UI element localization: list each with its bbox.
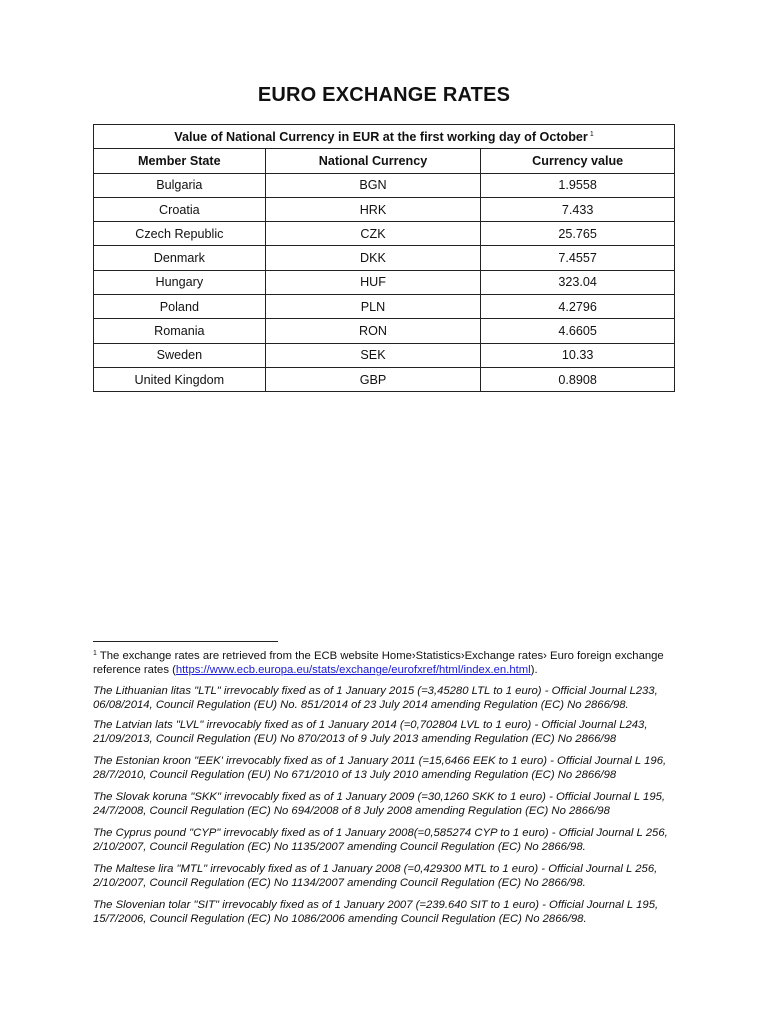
member-state: Sweden [94, 343, 266, 367]
member-state: United Kingdom [94, 367, 266, 391]
currency-value: 0.8908 [481, 367, 675, 391]
table-row [94, 222, 675, 246]
note-slovakia: The Slovak koruna "SKK" irrevocably fixed as of 1 January 2009 (=30,1260 SKK to 1 euro) - Official Journal L 195, 24/7/2008, Council Regulation (EC) No 694/2008 of 8 July 2008 amending Regulation (EC) No 2866/98 [93, 791, 666, 818]
currency-code: CZK [265, 222, 481, 246]
currency-value: 4.6605 [481, 319, 675, 343]
table-row [94, 197, 675, 221]
table-row [94, 319, 675, 343]
note-cyprus: The Cyprus pound "CYP" irrevocably fixed as of 1 January 2008(=0,585274 CYP to 1 euro) - Official Journal L 256, 2/10/2007, Council Regulation (EC) No 1135/2007 amending Council Regulation (EC) No 2866/98. [93, 827, 668, 854]
footnote-text-end: ). [530, 664, 538, 677]
table-row [94, 343, 675, 367]
table-row [94, 173, 675, 197]
exchange-rates-table [93, 124, 675, 392]
table-row [94, 246, 675, 270]
header-member-state: Member State [94, 149, 266, 173]
currency-value: 7.4557 [481, 246, 675, 270]
member-state: Denmark [94, 246, 266, 270]
currency-value: 10.33 [481, 343, 675, 367]
footnote-1 [93, 647, 677, 677]
currency-code: HUF [265, 270, 481, 294]
member-state: Bulgaria [94, 173, 266, 197]
currency-value: 323.04 [481, 270, 675, 294]
currency-code: HRK [265, 197, 481, 221]
currency-value: 7.433 [481, 197, 675, 221]
table-header-row [94, 149, 675, 173]
table-row [94, 295, 675, 319]
currency-value: 4.2796 [481, 295, 675, 319]
header-national-currency: National Currency [265, 149, 481, 173]
footnote-marker: 1 [93, 650, 97, 657]
table-row [94, 270, 675, 294]
note-lithuania: The Lithuanian litas "LTL" irrevocably fixed as of 1 January 2015 (=3,45280 LTL to 1 euro) - Official Journal L233, 06/08/2014, Council Regulation (EU) No. 851/2014 of 23 July 2014 amending Regulation (EC) No 2866/98. [93, 685, 658, 712]
member-state: Hungary [94, 270, 266, 294]
member-state: Romania [94, 319, 266, 343]
currency-value: 1.9558 [481, 173, 675, 197]
note-estonia: The Estonian kroon "EEK' irrevocably fixed as of 1 January 2011 (=15,6466 EEK to 1 euro) - Official Journal L 196, 28/7/2010, Council Regulation (EU) No 671/2010 of 13 July 2010 amending Regulation (EC) No 2866/98 [93, 755, 667, 782]
table-caption-row [94, 125, 675, 149]
footnote-divider [93, 641, 278, 642]
caption-text: Value of National Currency in EUR at the first working day of October [174, 129, 588, 144]
member-state: Poland [94, 295, 266, 319]
currency-code: PLN [265, 295, 481, 319]
page-title: EURO EXCHANGE RATES [257, 84, 511, 106]
header-currency-value: Currency value [481, 149, 675, 173]
note-slovenia: The Slovenian tolar "SIT" irrevocably fixed as of 1 January 2007 (=239.640 SIT to 1 euro) - Official Journal L 195, 15/7/2006, Council Regulation (EC) No 1086/2006 amending Council Regulation (EC) No 2866/98. [93, 899, 659, 926]
currency-code: BGN [265, 173, 481, 197]
ecb-link[interactable]: https://www.ecb.europa.eu/stats/exchange/eurofxref/html/index.en.html [175, 664, 531, 677]
footnote-text: The exchange rates are retrieved from the ECB website Home›Statistics›Exchange rates› Euro foreign exchange reference rates ( [93, 650, 664, 677]
member-state: Croatia [94, 197, 266, 221]
footnote-ref[interactable]: 1 [589, 130, 594, 138]
member-state: Czech Republic [94, 222, 266, 246]
note-latvia: The Latvian lats "LVL" irrevocably fixed as of 1 January 2014 (=0,702804 LVL to 1 euro) - Official Journal L243, 21/09/2013, Council Regulation (EU) No 870/2013 of 9 July 2013 amending Regulation (EC) No 2866/98 [93, 719, 648, 746]
table-caption [94, 125, 675, 149]
currency-value: 25.765 [481, 222, 675, 246]
currency-code: DKK [265, 246, 481, 270]
table-row [94, 367, 675, 391]
currency-code: SEK [265, 343, 481, 367]
note-malta: The Maltese lira "MTL" irrevocably fixed as of 1 January 2008 (=0,429300 MTL to 1 euro) - Official Journal L 256, 2/10/2007, Council Regulation (EC) No 1134/2007 amending Council Regulation (EC) No 2866/98. [93, 863, 658, 890]
currency-code: GBP [265, 367, 481, 391]
currency-code: RON [265, 319, 481, 343]
